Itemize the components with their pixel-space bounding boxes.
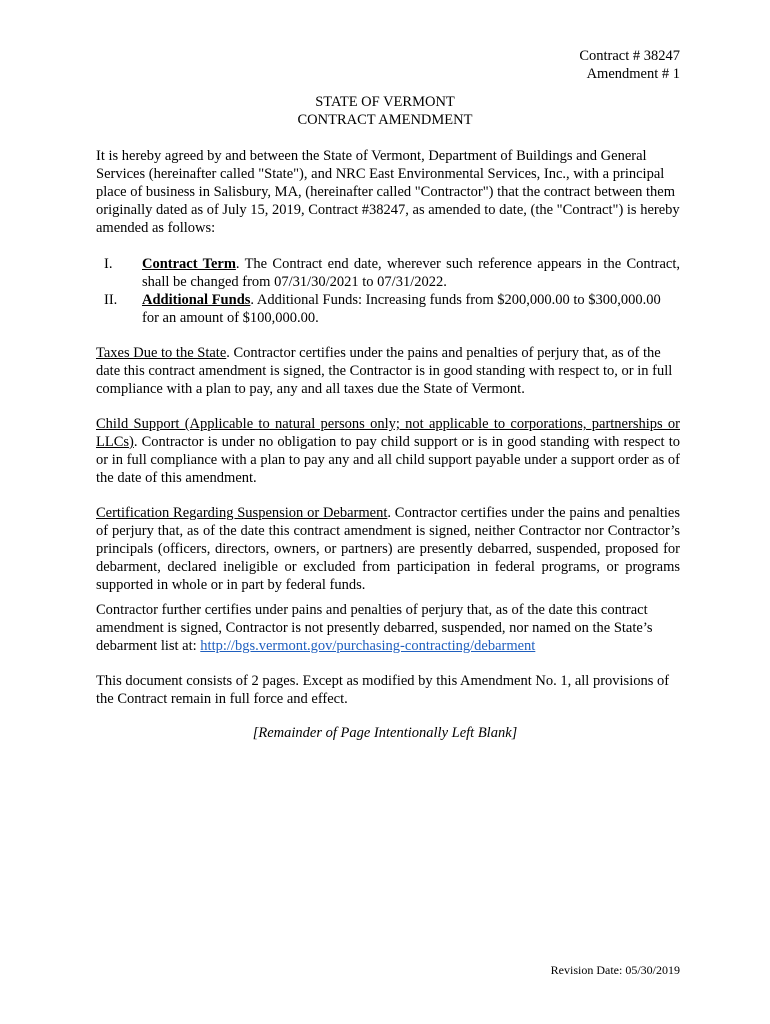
amendment-item-contract-term [96,255,680,291]
title-line-amendment: CONTRACT AMENDMENT [297,112,473,128]
taxes-text: . Contractor certifies under the pains and penalties of perjury that, as of the date this contract amendment is signed, the Contractor is in good standing with respect to, or in full compliance with a plan to pay, any and all taxes due the State of Vermont. [96,345,673,397]
certification-heading: Certification Regarding Suspension or Debarment [96,505,388,521]
amendment-item-additional-funds [96,291,680,327]
item-text: . The Contract end date, wherever such reference appears in the Contract, shall be changed from 07/31/30/2021 to 07/31/2022. [142,256,681,290]
contract-header [579,47,680,83]
child-support-paragraph [96,415,680,487]
debarment-list-link[interactable]: http://bgs.vermont.gov/purchasing-contracting/debarment [200,638,536,654]
item-heading: Additional Funds [142,292,251,308]
closing-paragraph: This document consists of 2 pages. Except as modified by this Amendment No. 1, all provisions of the Contract remain in full force and effect. [96,673,670,707]
item-numeral: I. [104,256,113,272]
certification-paragraph [96,504,680,594]
child-support-heading: Child Support (Applicable to natural persons only; not applicable to corporations, partnerships or LLCs) [96,416,680,450]
amendment-items [96,255,680,327]
item-heading: Contract Term [142,256,236,272]
further-text: Contractor further certifies under pains and penalties of perjury that, as of the date this contract amendment is signed, Contractor is not presently debarred, suspended, nor named on the State’s debarment list at: [96,602,653,654]
child-support-text: . Contractor is under no obligation to pay child support or is in good standing with respect to or in full compliance with a plan to pay any and all child support payable under a support order as of the date of this amendment. [96,434,680,486]
remainder-blank-note: [Remainder of Page Intentionally Left Blank] [252,725,518,741]
revision-date: Revision Date: 05/30/2019 [550,963,680,977]
document-title [0,93,770,129]
intro-paragraph: It is hereby agreed by and between the State of Vermont, Department of Buildings and General Services (hereinafter called "State"), and NRC East Environmental Services, Inc., with a principal place of business in Salisbury, MA, (hereinafter called "Contractor") that the contract between them originally dated as of July 15, 2019, Contract #38247, as amended to date, (the "Contract") is hereby amended as follows: [96,148,680,236]
taxes-paragraph [96,344,680,398]
contract-number: Contract # 38247 [579,48,680,64]
amendment-number: Amendment # 1 [586,66,680,82]
certification-text: . Contractor certifies under the pains and penalties of perjury that, as of the date this contract amendment is signed, neither Contractor nor Contractor’s principals (officers, directors, owners, or partners) are presently debarred, suspended, proposed for debarment, declared ineligible or excluded from participation in federal programs, or programs supported in whole or in part by federal funds. [96,505,680,593]
item-text: . Additional Funds: Increasing funds from $200,000.00 to $300,000.00 for an amount of $100,000.00. [142,292,661,326]
title-line-state: STATE OF VERMONT [315,94,455,110]
taxes-heading: Taxes Due to the State [96,345,227,361]
further-certification-paragraph [96,601,680,655]
item-numeral: II. [104,292,118,308]
